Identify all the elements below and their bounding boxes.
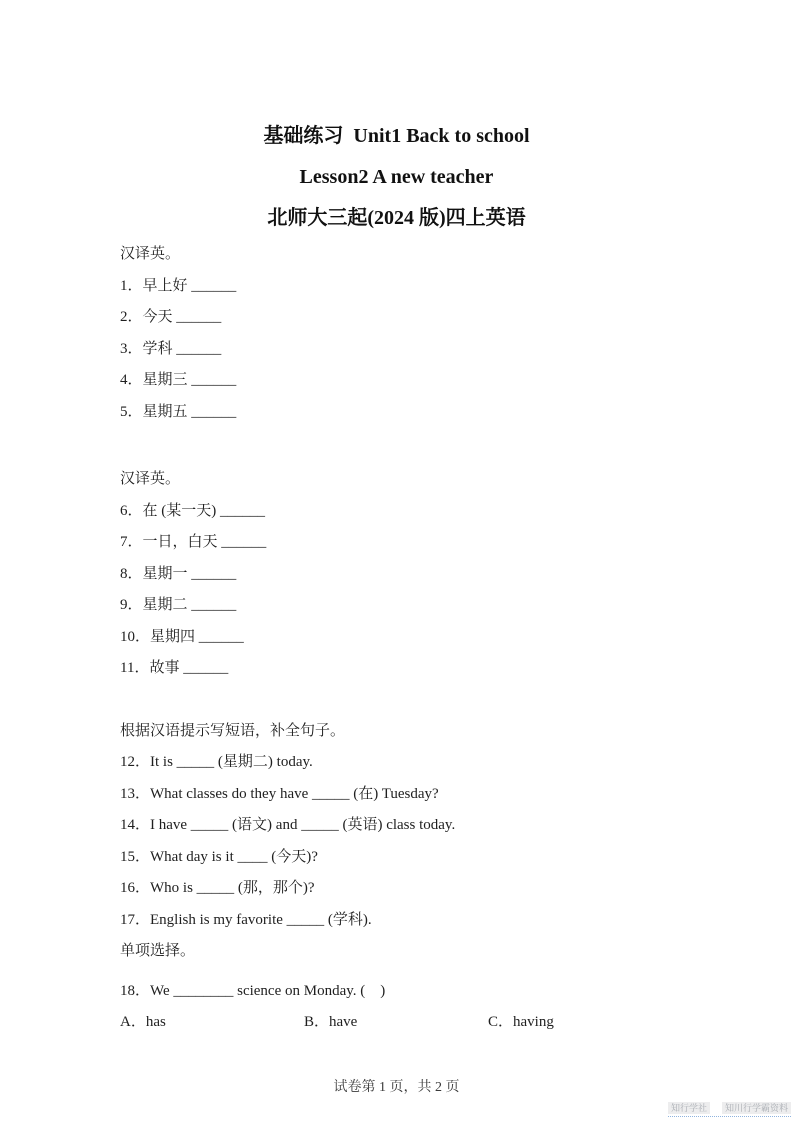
section-3-header: 根据汉语提示写短语，补全句子。 — [120, 722, 346, 739]
section-translate-2 — [120, 464, 703, 685]
section-complete-sentences — [120, 716, 703, 1039]
page-number: 试卷第 1 页，共 2 页 — [333, 1080, 460, 1095]
exercise-item-2: 2．今天 ______ — [120, 309, 222, 325]
choice-options-row — [120, 1007, 703, 1039]
exercise-item-18: 18．We ________ science on Monday. ( ) — [120, 982, 386, 999]
option-a: A．has — [120, 1014, 166, 1030]
section-4-header: 单项选择。 — [120, 943, 196, 959]
watermark-left: 知行学社 — [668, 1102, 710, 1114]
worksheet-content — [0, 239, 793, 1039]
exercise-item-17: 17．English is my favorite _____ (学科). — [120, 911, 372, 928]
section-1-header: 汉译英。 — [120, 246, 181, 262]
page-footer — [0, 1076, 793, 1096]
section-translate-1 — [120, 239, 703, 428]
exercise-item-1: 1．早上好 ______ — [120, 277, 237, 294]
exercise-item-4: 4．星期三 ______ — [120, 372, 237, 388]
worksheet-title-edition: 北师大三起(2024 版)四上英语 — [267, 207, 526, 229]
option-b: B．have — [304, 1014, 358, 1030]
exercise-item-13: 13．What classes do they have _____ (在) Tuesday? — [120, 785, 439, 802]
exercise-item-6: 6．在 (某一天) ______ — [120, 502, 265, 519]
title-block — [0, 0, 793, 239]
option-c: C．having — [488, 1014, 554, 1030]
exercise-item-15: 15．What day is it ____ (今天)? — [120, 848, 318, 865]
exercise-item-11: 11．故事 ______ — [120, 660, 229, 676]
exercise-item-3: 3．学科 ______ — [120, 340, 222, 357]
exercise-item-14: 14．I have _____ (语文) and _____ (英语) class today. — [120, 817, 456, 833]
exercise-item-9: 9．星期二 ______ — [120, 597, 237, 613]
exercise-item-7: 7．一日，白天 ______ — [120, 534, 267, 550]
worksheet-title-unit: 基础练习 Unit1 Back to school — [263, 125, 530, 147]
exercise-item-8: 8．星期一 ______ — [120, 565, 237, 582]
worksheet-title-lesson: Lesson2 A new teacher — [299, 166, 494, 188]
exercise-item-12: 12．It is _____ (星期二) today. — [120, 754, 313, 770]
section-2-header: 汉译英。 — [120, 471, 181, 487]
watermark — [668, 1102, 791, 1117]
exercise-item-5: 5．星期五 ______ — [120, 403, 237, 420]
watermark-right: 知川行学霸资料 — [722, 1102, 791, 1114]
exercise-item-16: 16．Who is _____ (那，那个)? — [120, 880, 315, 896]
exercise-item-10: 10．星期四 ______ — [120, 628, 244, 645]
